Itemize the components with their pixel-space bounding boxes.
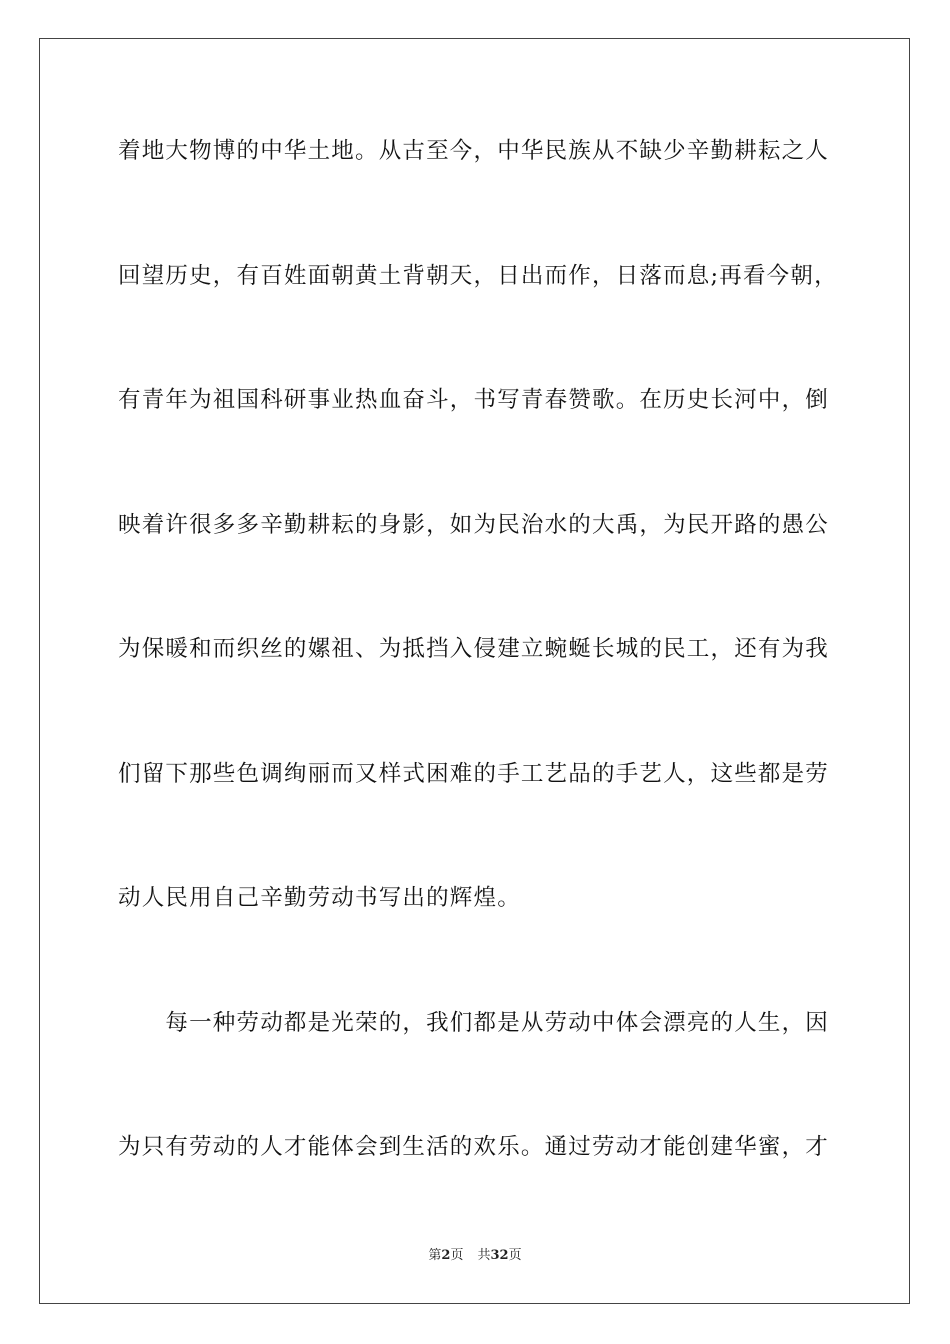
body-text-line: 动人民用自己辛勤劳动书写出的辉煌。 bbox=[118, 885, 521, 911]
body-text-line: 为只有劳动的人才能体会到生活的欢乐。通过劳动才能创建华蜜，才 bbox=[118, 1134, 830, 1160]
page-prefix: 第 bbox=[428, 1248, 442, 1263]
page-footer bbox=[0, 1247, 950, 1265]
body-text-line: 每一种劳动都是光荣的，我们都是从劳动中体会漂亮的人生，因 bbox=[118, 1010, 830, 1036]
total-prefix: 共 bbox=[477, 1248, 491, 1263]
body-text-line: 们留下那些色调绚丽而又样式困难的手工艺品的手艺人，这些都是劳 bbox=[118, 761, 830, 787]
page-border bbox=[39, 38, 910, 1304]
page-suffix: 页 bbox=[450, 1248, 464, 1263]
body-text-line: 着地大物博的中华土地。从古至今，中华民族从不缺少辛勤耕耘之人 bbox=[118, 138, 830, 164]
body-text-line: 回望历史，有百姓面朝黄土背朝天，日出而作，日落而息;再看今朝， bbox=[118, 263, 838, 289]
page-current: 2 bbox=[441, 1248, 451, 1263]
page-total: 32 bbox=[490, 1248, 509, 1263]
body-text-line: 为保暖和而织丝的嫘祖、为抵挡入侵建立蜿蜒长城的民工，还有为我 bbox=[118, 636, 830, 662]
total-suffix: 页 bbox=[508, 1248, 522, 1263]
body-text-line: 有青年为祖国科研事业热血奋斗，书写青春赞歌。在历史长河中，倒 bbox=[118, 387, 830, 413]
body-text-line: 映着许很多多辛勤耕耘的身影，如为民治水的大禹，为民开路的愚公 bbox=[118, 512, 830, 538]
